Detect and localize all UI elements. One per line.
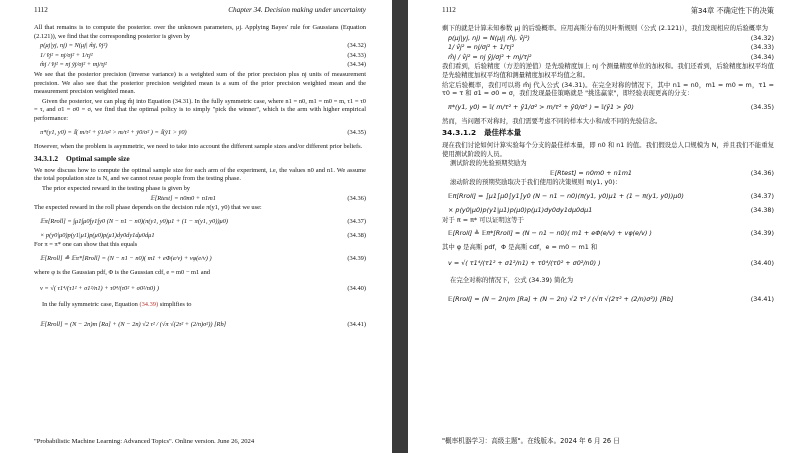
equation-link[interactable]: (34.39) [139,301,159,309]
paragraph: 滚动阶段的预期奖励取决于我们使用的决策规则 π(y1, y0)： [450,178,622,187]
paragraph: All that remains is to compute the posterior. over the unknown parameters, μj. Applying Bayes' rule for Gaussians (Equation (2.121)), we find that the corresponding posterior is given by [34,24,366,40]
right-page [408,0,800,453]
paragraph: 其中 φ 是高斯 pdf，Φ 是高斯 cdf，e = m0 − m1 和 [442,243,598,252]
equation: 𝔼π[Rroll] = ∫μ1∫μ0∫y1∫y0 (N − n1 − n0)(π(y1, y0)μ1 + (1 − π(y1, y0))μ0) (34.37) [40,217,366,225]
paragraph: 在完全对称的情况下，公式 (34.39) 简化为 [450,275,574,284]
paragraph: 对于 π = π* 可以证明这等于 [442,215,524,224]
running-title: Chapter 34. Decision making under uncertainty [228,6,366,14]
paragraph: We see that the posterior precision (inverse variance) is a weighted sum of the prior precision plus nj units of measurement precision. We also see that the posterior precision weighted mean is a sum of the prior precision weighted mean and the measurement precision weighted mean. [34,70,366,96]
equation: p(μj|yj, nj) = N(μj| m̂j, v̂j²) (34.32) [448,33,774,42]
page-number: 1112 [34,6,48,14]
paragraph: 剩下的就是计算未知参数 μj 的后验概率。应用高斯分布的贝叶斯规则（公式 (2.121)），我们发现相应的后验概率为 [442,24,768,32]
paragraph: However, when the problem is asymmetric, we need to take into account the different sample sizes and/or different prior beliefs. [34,142,363,150]
page-header [34,6,366,14]
page-footer: "概率机器学习：高级主题"。在线版本。2024 年 6 月 26 日 [442,437,620,445]
equation: 𝔼[Rtest] = n0m0 + n1m1 (34.36) [150,194,366,202]
equation: 𝔼π[Rroll] = ∫μ1∫μ0∫y1∫y0 (N − n1 − n0)(π(y1, y0)μ1 + (1 − π(y1, y0))μ0) (34.37) [448,192,774,201]
paragraph: The expected reward in the roll phase depends on the decision rule π(y1, y0) that we use: [34,204,262,212]
paragraph: 然而，当问题不对称时，我们需要考虑不同的样本大小和/或不同的先验信念。 [442,116,662,125]
equation: 𝔼[Rroll] = (N − 2n)m [Ra] + (N − 2n) √2 τ² / (√π √(2τ² + (2/n)σ²)) [Rb] (34.41) [40,320,366,328]
equation: × p(y0|μ0)p(y1|μ1)p(μ0)p(μ1)dy0dy1dμ0dμ1 (34.38) [448,205,774,214]
section-heading: 34.3.1.2 Optimal sample size [34,154,130,164]
paragraph: 现在我们讨论如何计算实验每个分支的最佳样本量，即 n0 和 n1 的值。我们假设总人口规模为 N，并且我们不能重复使用测试阶段的人员。 [442,140,774,158]
paragraph: We now discuss how to compute the optimal sample size for each arm of the experiment, i.e, the values n0 and n1. We assume the total population size is N, and we cannot reuse people from the testing phase. [34,166,366,183]
page-divider [392,0,408,453]
left-page [0,0,392,453]
equation: 1/ v̂j² = nj/σj² + 1/τj² (34.33) [448,43,774,52]
paragraph: The prior expected reward in the testing phase is given by [42,184,191,192]
equation: v = √( τ1⁴/(τ1² + σ1²/n1) + τ0⁴/(τ0² + σ0²/n0) ) (34.40) [448,259,774,268]
equation: π*(y1, y0) = 𝕀( m/τ² + ȳ1/σ² > m/τ² + ȳ0/σ² ) = 𝕀(ȳ1 > ȳ0) (34.35) [448,102,774,111]
paragraph: 给定后验概率，我们可以将 m̂j 代入公式 (34.31)。在完全对称的情况下，其中 n1 = n0，m1 = m0 = m，τ1 = τ0 = τ 和 σ1 = σ0 = σ，我们发现最佳策略就是 "挑选赢家"，即经验表现更高的分支： [442,80,774,98]
page-body [34,24,366,340]
equation: m̂j / v̂j² = nj ȳj/σj² + mj/τj² (34.34) [40,61,366,69]
equation: m̂j / v̂j² = nj ȳj/σj² + mj/τj² (34.34) [448,52,774,61]
running-title: 第34章 不确定性下的决策 [690,6,774,15]
equation: v = √( τ1⁴/(τ1² + σ1²/n1) + τ0⁴/(τ0² + σ0²/n0) ) (34.40) [40,285,366,293]
paragraph: 测试阶段的先验预期奖励为 [450,159,527,168]
section-heading: 34.3.1.2 最佳样本量 [442,128,522,138]
equation: 𝔼[Rroll] ≜ 𝔼π*[Rroll] = (N − n1 − n0)( m1 + eΦ(e/v) + vφ(e/v) ) (34.39) [448,229,774,238]
page-number: 1112 [442,6,456,14]
equation: 𝔼[Rroll] ≜ 𝔼π*[Rroll] = (N − n1 − n0)( m1 + eΦ(e/v) + vφ(e/v) ) (34.39) [40,255,366,263]
equation: × p(y0|μ0)p(y1|μ1)p(μ0)p(μ1)dy0dy1dμ0dμ1 (34.38) [40,231,366,239]
paragraph: 我们看到，后验精度（方差的逆值）是先验精度加上 nj 个测量精度单位的加权和。我们还看到，后验精度加权平均值是先验精度加权平均值和测量精度加权平均值之和。 [442,62,774,79]
page-footer: "Probabilistic Machine Learning: Advanced Topics". Online version. June 26, 2024 [34,438,255,445]
page-body [442,24,774,314]
paragraph: Given the posterior, we can plug m̂j into Equation (34.31). In the fully symmetric case, where n1 = n0, m1 = m0 = m, τ1 = τ0 = τ, and σ1 = σ0 = σ, we find that the optimal policy is to simply "pick the winner", which is the arm with higher empirical performance: [34,97,366,122]
equation: 𝔼[Rroll] = (N − 2n)m [Ra] + (N − 2n) √2 τ² / (√π √(2τ² + (2/n)σ²)) [Rb] (34.41) [448,294,774,303]
page-header [442,6,774,16]
paragraph: For π = π* one can show that this equals [34,241,138,249]
equation: p(μj|yj, nj) = N(μj| m̂j, v̂j²) (34.32) [40,42,366,50]
paragraph: In the fully symmetric case, Equation (34.39) simplifies to [42,301,192,309]
equation: 𝔼[Rtest] = n0m0 + n1m1 (34.36) [549,168,774,177]
paragraph: where φ is the Gaussian pdf, Φ is the Gaussian cdf, e = m0 − m1 and [34,268,211,276]
equation: π*(y1, y0) = 𝕀( m/τ² + ȳ1/σ² > m/τ² + ȳ0/σ² ) = 𝕀(ȳ1 > ȳ0) (34.35) [40,128,366,136]
equation: 1/ v̂j² = nj/σj² + 1/τj² (34.33) [40,51,366,59]
